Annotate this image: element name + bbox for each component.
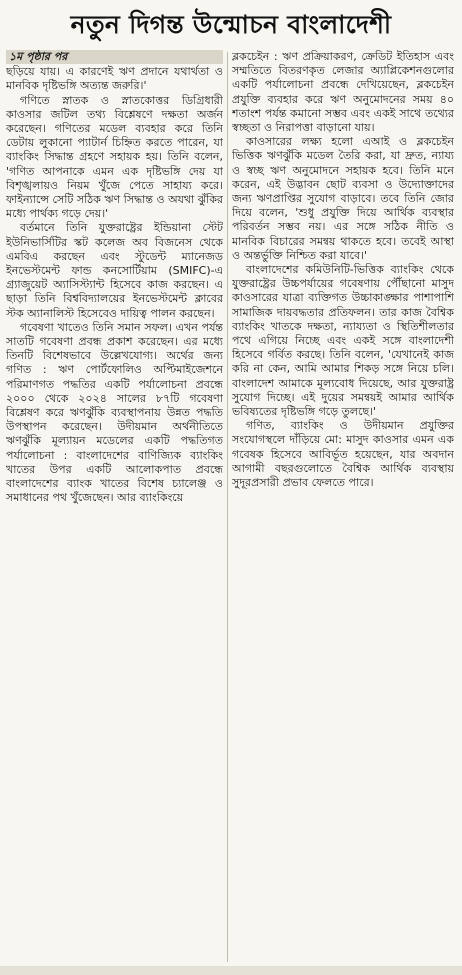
column-divider: [227, 52, 228, 962]
page-bottom-edge: [0, 966, 462, 975]
article-headline: নতুন দিগন্ত উন্মোচন বাংলাদেশী: [70, 9, 392, 39]
continuation-kicker: ১ম পৃষ্ঠার পর: [6, 50, 223, 64]
paragraph: ছড়িয়ে যায়। এ কারণেই ঋণ প্রদানে যথার্থতা ও মানবিক দৃষ্টিভঙ্গি অত্যন্ত জরুরি।': [6, 65, 223, 93]
paragraph: বর্তমানে তিনি যুক্তরাষ্ট্রের ইন্ডিয়ানা স্টেট ইউনিভার্সিটির স্কট কলেজ অব বিজনেস থেকে এমবিএ করছেন এবং স্টুডেন্ট ম্যানেজড ইনভেস্টমেন্ট ফান্ড কনসোর্টিয়াম (SMIFC)-এ গ্র্যাজুয়েট অ্যাসিস্ট্যান্ট হিসেবে কাজ করছেন। এ ছাড়া তিনি বিশ্ববিদ্যালয়ের ইনভেস্টমেন্ট ক্লাবের স্টক অ্যানালিস্ট হিসেবেও দায়িত্ব পালন করছেন।: [6, 221, 223, 320]
paragraph: গণিতে স্নাতক ও স্নাতকোত্তর ডিগ্রিধারী কাওসার জটিল তথ্য বিশ্লেষণে দক্ষতা অর্জন করেছেন। গণিতের মডেল ব্যবহার করে তিনি ডেটায় লুকানো প্যাটার্ন চিহ্নিত করতে পারেন, যা ব্যাংকিং সিদ্ধান্ত গ্রহণে সহায়ক হয়। তিনি বলেন, 'গণিত আপনাকে এমন এক দৃষ্টিভঙ্গি দেয় যা বিশৃঙ্খলায়ও নিয়ম খুঁজে পেতে সাহায্য করে। ফাইন্যান্সে সেটি সঠিক ঋণ সিদ্ধান্ত ও অযথা ঝুঁকির মধ্যে পার্থক্য গড়ে দেয়।': [6, 93, 223, 221]
headline-banner: [0, 6, 462, 46]
article-column-right: [232, 50, 454, 965]
paragraph: বাংলাদেশের কমিউনিটি-ভিত্তিক ব্যাংকিং থেকে যুক্তরাষ্ট্রের উচ্চপর্যায়ের গবেষণায় পৌঁছানো মাসুদ কাওসারের যাত্রা ব্যক্তিগত উচ্চাকাঙ্ক্ষার পাশাপাশি সামাজিক দায়বদ্ধতার প্রতিফলন। তার কাজ বৈশ্বিক ব্যাংকিং খাতকে দক্ষতা, ন্যায্যতা ও স্থিতিশীলতার পথে এগিয়ে নিচ্ছে এবং একই সঙ্গে বাংলাদেশী হিসেবে গর্বিত করছে। তিনি বলেন, 'যেখানেই কাজ করি না কেন, আমি আমার শিকড় সঙ্গে নিয়ে চলি। বাংলাদেশ আমাকে মূল্যবোধ দিয়েছে, আর যুক্তরাষ্ট্র সুযোগ দিচ্ছে। এই দুয়ের সমন্বয়ই আমার আর্থিক ভবিষ্যতের দৃষ্টিভঙ্গি গড়ে তুলছে।': [232, 263, 454, 419]
paragraph: কাওসারের লক্ষ্য হলো এআই ও ব্লকচেইন ভিত্তিক ঋণঝুঁকি মডেল তৈরি করা, যা দ্রুত, ন্যায্য ও স্বচ্ছ ঋণ অনুমোদনে সহায়ক হবে। তিনি মনে করেন, এই উদ্ভাবন ছোট ব্যবসা ও উদ্যোক্তাদের জন্য ঋণপ্রাপ্তির সুযোগ বাড়াবে। তবে তিনি জোর দিয়ে বলেন, 'শুধু প্রযুক্তি দিয়ে আর্থিক ব্যবস্থার পরিবর্তন সম্ভব নয়। এর সঙ্গে সঠিক নীতি ও মানবিক বিচারের সমন্বয় থাকতে হবে। তবেই আস্থা ও অন্তর্ভুক্তি নিশ্চিত করা যাবে।': [232, 135, 454, 262]
paragraph: গবেষণা খাতেও তিনি সমান সফল। এখন পর্যন্ত সাতটি গবেষণা প্রবন্ধ প্রকাশ করেছেন। এর মধ্যে তিনটি বিশেষভাবে উল্লেখযোগ্য। অর্থের জন্য গণিত : ঋণ পোর্টফোলিও অপ্টিমাইজেশনে পরিমাণগত পদ্ধতির একটি পর্যালোচনা প্রবন্ধে ২০০০ থেকে ২০২৪ সালের ৮৭টি গবেষণা বিশ্লেষণ করে ঋণঝুঁকি ব্যবস্থাপনায় উন্নত পদ্ধতি উপস্থাপন করেছেন। উদীয়মান অর্থনীতিতে ঋণঝুঁকি মূল্যায়ন মডেলের একটি পদ্ধতিগত পর্যালোচনা : বাংলাদেশের বাণিজ্যিক ব্যাংকিং খাতের উপর একটি আলোকপাত প্রবন্ধে বাংলাদেশের ব্যাংক খাতের বিশেষ চ্যালেঞ্জ ও সমাধানের পথ খুঁজেছেন। আর ব্যাংকিংয়ে: [6, 320, 223, 505]
paragraph: গণিত, ব্যাংকিং ও উদীয়মান প্রযুক্তির সংযোগস্থলে দাঁড়িয়ে মো: মাসুদ কাওসার এমন এক গবেষক হিসেবে আবির্ভূত হয়েছেন, যার অবদান আগামী বছরগুলোতে বৈশ্বিক আর্থিক ব্যবস্থায় সুদূরপ্রসারী প্রভাব ফেলতে পারে।: [232, 419, 454, 490]
article-column-left: [6, 50, 223, 965]
paragraph: ব্লকচেইন : ঋণ প্রক্রিয়াকরণ, ক্রেডিট ইতিহাস এবং সম্মতিতে বিতরণকৃত লেজার অ্যাপ্লিকেশনগুলোর একটি পর্যালোচনা প্রবন্ধে দেখিয়েছেন, ব্লকচেইন প্রযুক্তি ব্যবহার করে ঋণ অনুমোদনের সময় ৪০ শতাংশ পর্যন্ত কমানো সম্ভব এবং একই সাথে তথ্যের স্বচ্ছতা ও নিরাপত্তা বাড়ানো যায়।: [232, 50, 454, 135]
